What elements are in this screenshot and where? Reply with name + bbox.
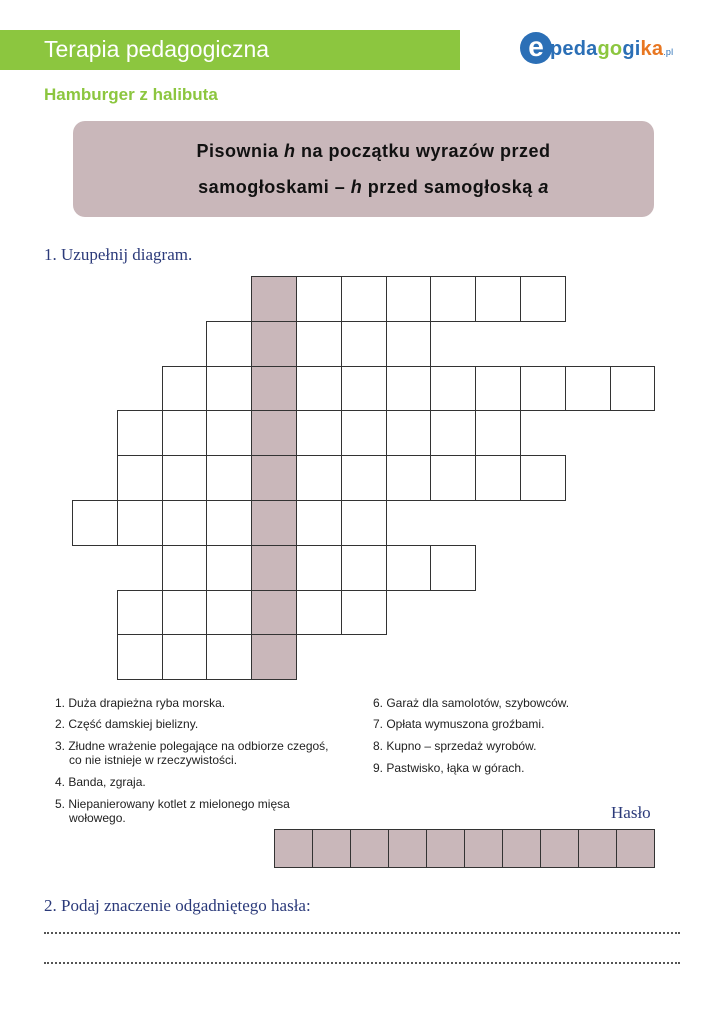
clue-5: 5. Niepanierowany kotlet z mielonego mięsa <box>55 797 290 811</box>
crossword-cell[interactable] <box>430 276 476 322</box>
haslo-label: Hasło <box>611 803 651 822</box>
crossword-cell[interactable] <box>117 410 163 456</box>
crossword-cell[interactable] <box>430 410 476 456</box>
topic-box <box>73 121 654 217</box>
crossword-cell[interactable] <box>341 276 387 322</box>
crossword-key-cell[interactable] <box>251 455 297 501</box>
crossword-key-cell[interactable] <box>251 410 297 456</box>
topic-line-2 <box>73 177 654 198</box>
crossword-cell[interactable] <box>430 545 476 591</box>
haslo-cell[interactable] <box>426 829 465 868</box>
clue-5-cont: wołowego. <box>69 811 126 825</box>
logo-e-icon: e <box>520 32 552 64</box>
crossword-cell[interactable] <box>430 455 476 501</box>
crossword-cell[interactable] <box>206 545 252 591</box>
crossword-cell[interactable] <box>565 366 611 412</box>
logo-part: da <box>573 38 598 60</box>
crossword-cell[interactable] <box>386 455 432 501</box>
crossword-cell[interactable] <box>206 410 252 456</box>
crossword-cell[interactable] <box>341 545 387 591</box>
crossword-cell[interactable] <box>475 366 521 412</box>
crossword-cell[interactable] <box>117 590 163 636</box>
clue-3: 3. Złudne wrażenie polegające na odbiorze czegoś, <box>55 739 329 753</box>
crossword-cell[interactable] <box>296 410 342 456</box>
topic-line-1 <box>73 141 654 162</box>
haslo-cell[interactable] <box>502 829 541 868</box>
topic-letter: h <box>283 141 296 161</box>
clue-4: 4. Banda, zgraja. <box>55 775 146 789</box>
crossword-cell[interactable] <box>610 366 656 412</box>
topic-letter: h <box>350 177 363 197</box>
crossword-cell[interactable] <box>296 321 342 367</box>
clue-9: 9. Pastwisko, łąka w górach. <box>373 761 525 775</box>
clue-8: 8. Kupno – sprzedaż wyrobów. <box>373 739 537 753</box>
topic-text: samogłoskami – <box>198 177 351 197</box>
crossword-cell[interactable] <box>475 455 521 501</box>
crossword-cell[interactable] <box>206 455 252 501</box>
worksheet-subtitle: Hamburger z halibuta <box>44 85 218 104</box>
crossword-key-cell[interactable] <box>251 321 297 367</box>
crossword-cell[interactable] <box>341 321 387 367</box>
crossword-cell[interactable] <box>386 321 432 367</box>
crossword-cell[interactable] <box>341 500 387 546</box>
crossword-cell[interactable] <box>162 590 208 636</box>
crossword-cell[interactable] <box>117 500 163 546</box>
crossword-cell[interactable] <box>296 455 342 501</box>
topic-letter: a <box>538 177 549 197</box>
crossword-cell[interactable] <box>117 634 163 680</box>
crossword-cell[interactable] <box>341 366 387 412</box>
logo-part: gi <box>622 38 641 60</box>
crossword-cell[interactable] <box>162 545 208 591</box>
logo-part: ka <box>640 38 664 60</box>
crossword-cell[interactable] <box>341 410 387 456</box>
haslo-cell[interactable] <box>540 829 579 868</box>
crossword-key-cell[interactable] <box>251 634 297 680</box>
crossword-cell[interactable] <box>72 500 118 546</box>
topic-text: przed samogłoską <box>362 177 539 197</box>
logo-part: go <box>597 38 623 60</box>
haslo-cell[interactable] <box>312 829 351 868</box>
task-1-instruction: 1. Uzupełnij diagram. <box>44 245 193 264</box>
logo-text <box>550 38 673 61</box>
crossword-cell[interactable] <box>341 455 387 501</box>
clue-3-cont: co nie istnieje w rzeczywistości. <box>69 753 238 767</box>
crossword-cell[interactable] <box>386 545 432 591</box>
crossword-key-cell[interactable] <box>251 500 297 546</box>
crossword-cell[interactable] <box>206 366 252 412</box>
epedagogika-logo <box>520 32 690 68</box>
answer-line-2[interactable] <box>44 962 680 964</box>
crossword-cell[interactable] <box>296 545 342 591</box>
crossword-cell[interactable] <box>296 276 342 322</box>
crossword-cell[interactable] <box>162 455 208 501</box>
crossword-key-cell[interactable] <box>251 545 297 591</box>
crossword-cell[interactable] <box>162 410 208 456</box>
crossword-cell[interactable] <box>206 634 252 680</box>
clue-7: 7. Opłata wymuszona groźbami. <box>373 717 545 731</box>
haslo-cell[interactable] <box>350 829 389 868</box>
crossword-cell[interactable] <box>162 366 208 412</box>
crossword-cell[interactable] <box>206 590 252 636</box>
topic-text: Pisownia <box>196 141 284 161</box>
page-title: Terapia pedagogiczna <box>44 36 270 62</box>
crossword-key-cell[interactable] <box>251 590 297 636</box>
crossword-cell[interactable] <box>520 455 566 501</box>
crossword-cell[interactable] <box>475 410 521 456</box>
crossword-cell[interactable] <box>430 366 476 412</box>
crossword-cell[interactable] <box>206 500 252 546</box>
haslo-cell[interactable] <box>578 829 617 868</box>
crossword-cell[interactable] <box>520 366 566 412</box>
logo-part: .pl <box>663 47 674 57</box>
haslo-cell[interactable] <box>616 829 655 868</box>
clue-6: 6. Garaż dla samolotów, szybowców. <box>373 696 570 710</box>
crossword-cell[interactable] <box>117 455 163 501</box>
clue-2: 2. Część damskiej bielizny. <box>55 717 199 731</box>
logo-part: pe <box>550 38 574 60</box>
crossword-key-cell[interactable] <box>251 276 297 322</box>
answer-line-1[interactable] <box>44 932 680 934</box>
crossword-cell[interactable] <box>162 634 208 680</box>
crossword-cell[interactable] <box>386 276 432 322</box>
crossword-cell[interactable] <box>296 366 342 412</box>
crossword-cell[interactable] <box>520 276 566 322</box>
task-2-instruction: 2. Podaj znaczenie odgadniętego hasła: <box>44 896 311 915</box>
haslo-cell[interactable] <box>274 829 313 868</box>
crossword-cell[interactable] <box>296 500 342 546</box>
crossword-cell[interactable] <box>386 366 432 412</box>
clue-1: 1. Duża drapieżna ryba morska. <box>55 696 226 710</box>
crossword-cell[interactable] <box>475 276 521 322</box>
crossword-cell[interactable] <box>206 321 252 367</box>
crossword-key-cell[interactable] <box>251 366 297 412</box>
haslo-cell[interactable] <box>464 829 503 868</box>
haslo-cell[interactable] <box>388 829 427 868</box>
crossword-cell[interactable] <box>341 590 387 636</box>
crossword-cell[interactable] <box>296 590 342 636</box>
crossword-cell[interactable] <box>386 410 432 456</box>
topic-text: na początku wyrazów przed <box>295 141 551 161</box>
crossword-cell[interactable] <box>162 500 208 546</box>
